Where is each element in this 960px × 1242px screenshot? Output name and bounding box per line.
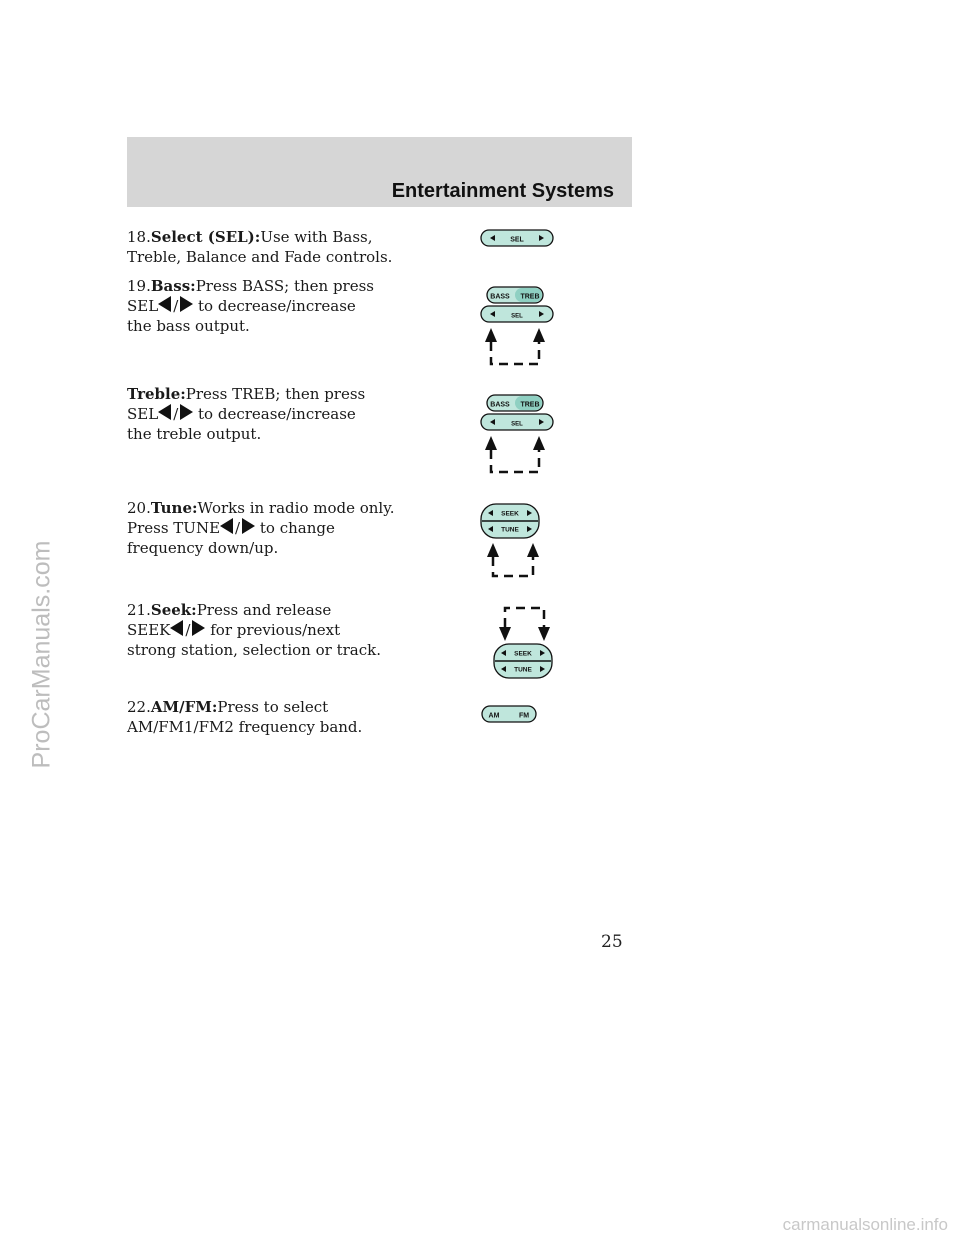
item-number: 19. [127, 277, 151, 295]
item-text: SEL [127, 297, 159, 315]
item-number: 18. [127, 228, 151, 246]
item-text: Use with Bass, Treble, Balance and Fade controls. [127, 228, 393, 266]
sel-label: SEL [511, 421, 523, 428]
watermark: ProCarManuals.com [27, 540, 56, 769]
separator: / [185, 621, 191, 639]
item-term: Seek: [150, 601, 197, 619]
item-text: Works in radio mode only. [197, 499, 395, 517]
down-arrow-icon [538, 627, 550, 641]
item-text: the bass output. [127, 317, 250, 335]
item-text: to decrease/increase [198, 405, 356, 423]
page-number: 25 [601, 932, 623, 952]
item-number: 21. [127, 601, 151, 619]
up-arrow-icon [527, 543, 539, 557]
separator: / [173, 297, 179, 315]
treb-label: TREB [520, 401, 540, 409]
item-text: SEL [127, 405, 159, 423]
left-arrow-icon [220, 518, 233, 534]
up-arrow-icon [485, 328, 497, 342]
treb-label: TREB [520, 293, 540, 301]
item-21-seek [127, 600, 412, 660]
bass-label: BASS [490, 293, 510, 301]
up-arrow-icon [533, 436, 545, 450]
section-title: Entertainment Systems [391, 180, 614, 202]
seek-label: SEEK [501, 510, 519, 518]
right-arrow-icon [192, 620, 205, 636]
item-20-tune [127, 498, 412, 558]
down-arrow-icon [499, 627, 511, 641]
tune-label: TUNE [501, 526, 519, 534]
seek-figure [488, 604, 558, 680]
item-22-amfm [127, 697, 412, 737]
item-term: Bass: [150, 277, 196, 295]
left-arrow-icon [158, 404, 171, 420]
item-text: Press TREB; then press [185, 385, 366, 403]
right-arrow-icon [242, 518, 255, 534]
right-arrow-icon [180, 404, 193, 420]
sel-button-figure [480, 228, 554, 248]
up-arrow-icon [485, 436, 497, 450]
sel-label: SEL [510, 236, 524, 244]
footer-url: carmanualsonline.info [782, 1215, 948, 1234]
item-text: for previous/next [210, 621, 341, 639]
dashed-connector [505, 608, 544, 627]
left-arrow-icon [158, 296, 171, 312]
up-arrow-icon [533, 328, 545, 342]
item-number: 20. [127, 499, 151, 517]
left-arrow-icon [170, 620, 183, 636]
sel-label: SEL [511, 313, 523, 320]
right-arrow-icon [180, 296, 193, 312]
dashed-connector [493, 557, 533, 576]
up-arrow-icon [487, 543, 499, 557]
am-label: AM [488, 712, 500, 720]
tune-label: TUNE [514, 666, 532, 674]
item-18-select [127, 227, 412, 267]
bass-label: BASS [490, 401, 510, 409]
item-text: Press to select AM/FM1/FM2 frequency band. [127, 698, 363, 736]
am-fm-button-figure [481, 704, 539, 726]
item-19-treble [127, 384, 412, 444]
item-text: frequency down/up. [127, 539, 279, 557]
item-text: strong station, selection or track. [127, 641, 381, 659]
item-term: Treble: [127, 385, 186, 403]
separator: / [235, 519, 241, 537]
dashed-connector [491, 450, 539, 472]
seek-label: SEEK [514, 650, 532, 658]
item-term: Select (SEL): [150, 228, 261, 246]
item-text: to decrease/increase [198, 297, 356, 315]
dashed-connector [491, 342, 539, 364]
item-text: to change [259, 519, 335, 537]
fm-label: FM [518, 712, 530, 720]
separator: / [173, 405, 179, 423]
item-text: Press and release [196, 601, 332, 619]
item-19-bass [127, 276, 412, 336]
tune-figure [478, 503, 544, 583]
item-text: Press BASS; then press [195, 277, 374, 295]
bass-figure [480, 286, 560, 372]
item-text: the treble output. [127, 425, 262, 443]
item-text: SEEK [127, 621, 171, 639]
item-term: Tune: [150, 499, 198, 517]
header-band [127, 137, 632, 207]
item-text: Press TUNE [127, 519, 221, 537]
item-number: 22. [127, 698, 151, 716]
treble-figure [480, 394, 560, 480]
item-term: AM/FM: [150, 698, 218, 716]
